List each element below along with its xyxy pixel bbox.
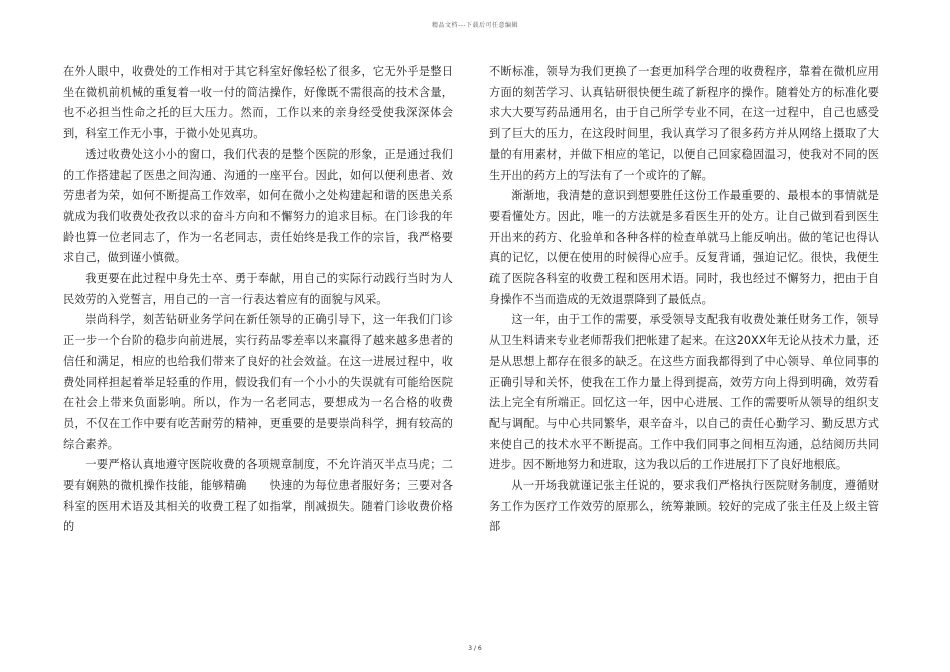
paragraph: 我更要在此过程中身先士卒、勇于奉献，用自己的实际行动践行当时为人民效劳的入党誓言，用自己的一言一行表达着应有的面貌与风采。 (63, 272, 453, 306)
paragraph: 不断标准，领导为我们更换了一套更加科学合理的收费程序，靠着在微机应用方面的刻苦学习、认真钻研很快便生疏了新程序的操作。随着处方的标准化要求大大要写药品通用名，由于自己所学专业不同，在这一过程中，自己也感受到了巨大的压力，在这段时间里，我认真学习了很多药方并从网络上摄取了大量的有用素材，并做下相应的笔记，以便自己回家稳固温习，使我对不同的医生开出的药方上的写法有了一个或许的了解。 (489, 65, 879, 182)
page-header: 精品文档---下载后可任意编辑 (432, 22, 518, 29)
paragraph: 崇尚科学，刻苦钻研业务学问在新任领导的正确引导下，这一年我们门诊正一步一个台阶的稳步向前进展，实行药品零差率以来赢得了越来越多患者的信任和满足，相应的也给我们带来了良好的社会效益。在这一进展过程中，收费处同样担起着举足轻重的作用，假设我们有一个小小的失误就有可能给医院在社会上带来负面影响。所以，作为一名老同志，要想成为一名合格的收费员，不仅在工作中要有吃苦耐劳的精神，更重要的是要崇尚科学，拥有较高的综合素养。 (63, 313, 453, 451)
right-column (489, 62, 879, 538)
left-column (63, 62, 453, 538)
paragraph: 这一年，由于工作的需要，承受领导支配我有收费处兼任财务工作，领导从卫生料请来专业老师帮我们把帐建了起来。在这20XX年无论从技术力量，还是从思想上都存在很多的缺乏。在这些方面我都得到了中心领导、单位同事的正确引导和关怀，使我在工作力量上得到提高，效劳方向上得到明确，效劳看法上完全有所端正。回忆这一年，因中心进展、工作的需要听从领导的组织支配与调配。与中心共同繁华，艰辛奋斗，以自己的责任心勤学习、勤反思方式来使自己的技术水平不断提高。工作中我们同事之间相互沟通，总结阅历共同进步。因不断地努力和进取，这为我以后的工作进展打下了良好地根底。 (489, 313, 879, 472)
page-number: 3 / 6 (468, 645, 482, 652)
paragraph: 在外人眼中，收费处的工作相对于其它科室好像轻松了很多，它无外乎是整日坐在微机前机械的重复着一收一付的简洁操作，好像既不需很高的技术含量，也不必担当性命之托的巨大压力。然而，工作以来的亲身经受使我深深体会到，科室工作无小事，于微小处见真功。 (63, 65, 453, 141)
paragraph: 渐渐地，我清楚的意识到想要胜任这份工作最重要的、最根本的事情就是要看懂处方。因此，唯一的方法就是多看医生开的处方。让自己做到看到医生开出来的药方、化验单和各种各样的检查单就马上能反响出。做的笔记也得认真的记忆，以便在使用的时候得心应手。反复背诵，强迫记忆。很快，我便生疏了医院各科室的收费工程和医用术语。同时，我也经过不懈努力，把由于自身操作不当而造成的无效退票降到了最低点。 (489, 189, 879, 306)
paragraph: 一要严格认真地遵守医院收费的各项规章制度，不允许消灭半点马虎；二要有娴熟的微机操作技能，能够精确 快速的为每位患者服好务；三要对各科室的医用术语及其相关的收费工程了如指掌，削减损失。随着门诊收费价格的 (63, 458, 453, 534)
paragraph: 透过收费处这小小的窗口，我们代表的是整个医院的形象，正是通过我们的工作搭建起了医患之间沟通、沟通的一座平台。因此，如何以便利患者、效劳患者为荣，如何不断提高工作效率，如何在微小之处构建起和谐的医患关系就成为我们收费处孜孜以求的奋斗方向和不懈努力的追求目标。在门诊我的年龄也算一位老同志了，作为一名老同志，责任始终是我工作的宗旨，我严格要求自己，做到谨小慎微。 (63, 147, 453, 265)
paragraph: 从一开场我就谨记张主任说的，要求我们严格执行医院财务制度，遵循财务工作为医疗工作效劳的原那么，统筹兼顾。较好的完成了张主任及上级主管部 (489, 479, 879, 534)
